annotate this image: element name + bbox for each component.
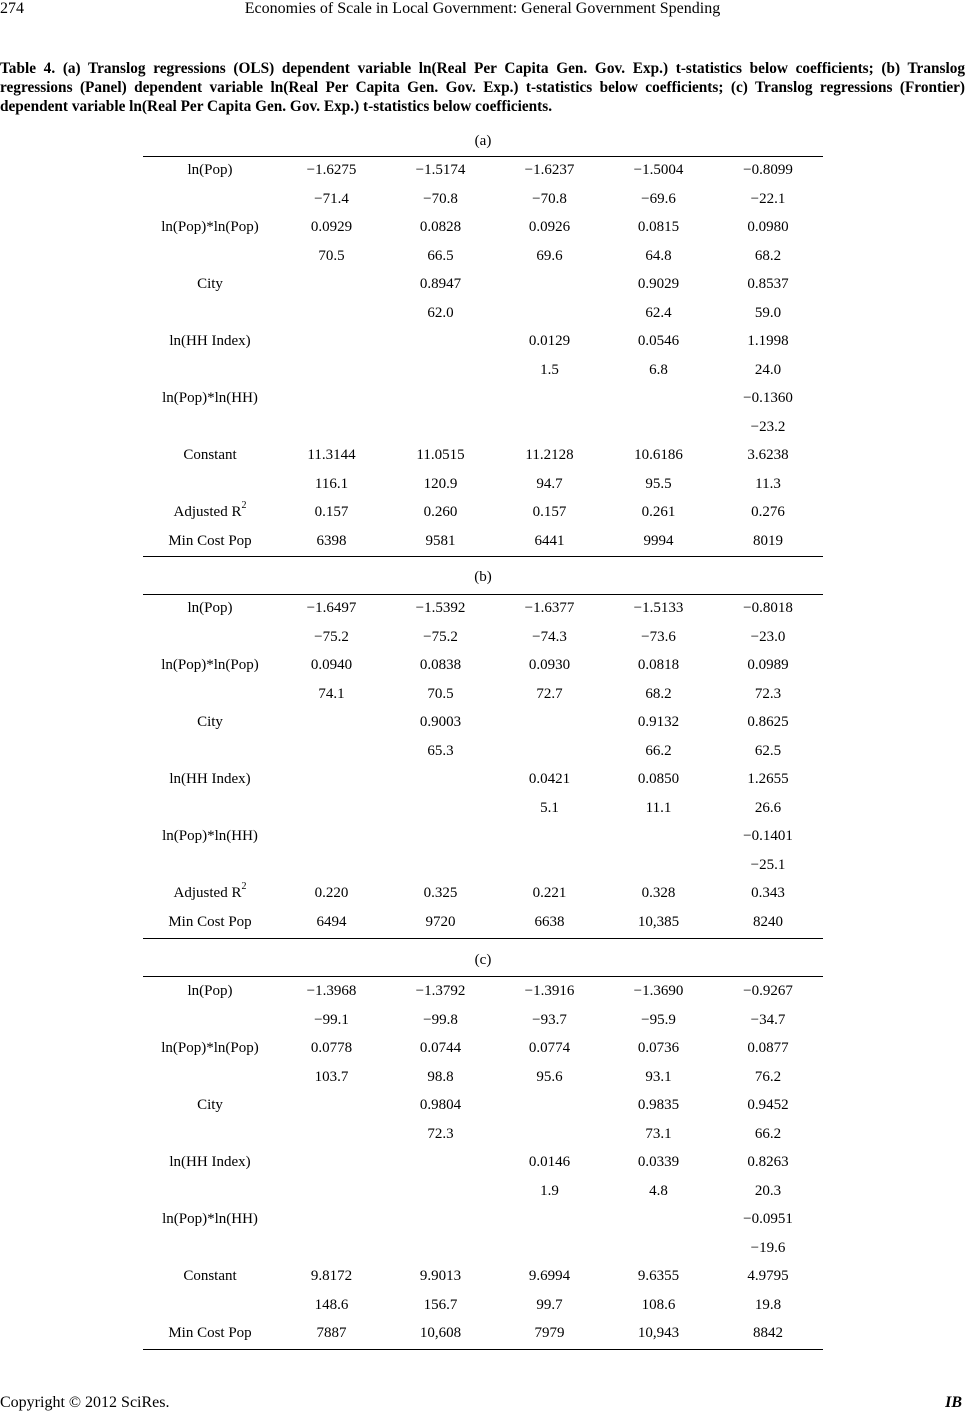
table-cell: 0.0818 [637, 657, 680, 673]
table-cell: 10,943 [637, 1325, 680, 1341]
table-cell: 72.7 [536, 685, 563, 702]
table-cell: 11.3 [755, 475, 781, 492]
table-row [143, 657, 823, 686]
row-label: Min Cost Pop [168, 913, 252, 930]
row-label: ln(HH Index) [169, 1154, 251, 1170]
table-row [143, 419, 823, 448]
table-cell: −99.8 [423, 1011, 458, 1028]
table-cell: 0.0940 [310, 657, 353, 673]
table-cell: 0.220 [314, 885, 349, 901]
table-cell: −95.9 [641, 1011, 676, 1028]
table-cell: 0.0989 [747, 657, 789, 673]
table-cell: 0.325 [423, 885, 458, 901]
row-label: City [197, 276, 223, 292]
table-cell: 3.6238 [747, 447, 789, 463]
table-rule [143, 594, 823, 595]
table-cell: 7887 [316, 1325, 347, 1341]
row-label: ln(Pop) [187, 983, 233, 999]
table-cell: −0.8018 [743, 600, 793, 616]
table-cell: 8842 [753, 1325, 783, 1341]
table-row [143, 162, 823, 191]
table-row [143, 305, 823, 334]
table-row [143, 983, 823, 1012]
table-row [143, 390, 823, 419]
table-cell: 99.7 [536, 1296, 563, 1313]
table-cell: 0.0744 [419, 1040, 462, 1056]
table-rule [143, 938, 823, 939]
table-cell: −1.5133 [633, 600, 684, 616]
table-cell: −75.2 [423, 628, 458, 645]
table-cell: 66.2 [645, 742, 672, 759]
table-row [143, 1040, 823, 1069]
table-cell: 9581 [425, 532, 456, 549]
table-cell: 0.0778 [310, 1040, 353, 1056]
table-cell: 9.6355 [637, 1268, 680, 1284]
table-cell: −1.6237 [524, 162, 575, 178]
table-row [143, 629, 823, 658]
table-cell: −1.6377 [524, 600, 575, 616]
table-cell: 0.343 [751, 885, 785, 901]
regression-table-c [143, 983, 823, 1354]
table-cell: 68.2 [645, 685, 672, 702]
table-cell: 11.1 [645, 799, 672, 816]
table-cell: 0.0339 [637, 1154, 680, 1170]
table-cell: −34.7 [750, 1011, 786, 1028]
table-row [143, 881, 823, 914]
table-cell: 66.2 [754, 1125, 782, 1142]
row-label: ln(Pop) [187, 600, 233, 616]
row-label: City [197, 1097, 223, 1113]
table-rule [143, 1349, 823, 1350]
table-cell: 0.0980 [747, 219, 789, 235]
table-cell: 1.5 [540, 361, 559, 378]
table-cell: 11.3144 [307, 447, 356, 463]
table-rule [143, 156, 823, 157]
table-cell: 156.7 [423, 1296, 458, 1313]
table-cell: 103.7 [314, 1068, 349, 1085]
table-row [143, 800, 823, 829]
table-cell: −99.1 [314, 1011, 349, 1028]
table-cell: 68.2 [754, 247, 782, 264]
table-row [143, 500, 823, 533]
table-row [143, 276, 823, 305]
table-cell: 9.9013 [419, 1268, 462, 1284]
table-cell: −1.6497 [306, 600, 357, 616]
table-cell: 93.1 [645, 1068, 672, 1085]
table-cell: 62.0 [427, 304, 454, 321]
table-cell: 69.6 [536, 247, 563, 264]
row-label: Constant [183, 1268, 237, 1284]
row-label: ln(Pop)*ln(Pop) [161, 657, 259, 673]
table-cell: −0.1360 [743, 390, 793, 406]
table-cell: 76.2 [754, 1068, 782, 1085]
table-cell: 6638 [534, 913, 565, 930]
table-cell: −1.3690 [633, 983, 684, 999]
table-cell: 0.0930 [528, 657, 571, 673]
table-cell: 10,608 [419, 1325, 462, 1341]
table-cell: 148.6 [314, 1296, 349, 1313]
row-label: City [197, 714, 223, 730]
table-cell: 19.8 [754, 1296, 782, 1313]
journal-abbrev: IB [945, 1394, 962, 1411]
table-cell: −1.3792 [415, 983, 466, 999]
table-cell: 0.0929 [310, 219, 353, 235]
table-cell: −75.2 [314, 628, 349, 645]
table-row [143, 828, 823, 857]
table-cell: 72.3 [427, 1125, 454, 1142]
section-label-b: (b) [474, 569, 492, 585]
table-cell: 0.9452 [747, 1097, 789, 1113]
regression-table-b [143, 600, 823, 942]
table-cell: 74.1 [318, 685, 345, 702]
table-cell: 20.3 [754, 1182, 782, 1199]
table-cell: 9.6994 [528, 1268, 571, 1284]
table-row [143, 1069, 823, 1098]
table-cell: −1.3916 [524, 983, 575, 999]
table-cell: −0.9267 [743, 983, 793, 999]
table-cell: 9994 [643, 532, 674, 549]
page-number: 274 [0, 0, 24, 17]
table-cell: 0.9132 [637, 714, 680, 730]
table-row [143, 1268, 823, 1297]
row-label: Constant [183, 447, 237, 463]
table-cell: 94.7 [536, 475, 563, 492]
table-cell: 0.0546 [637, 333, 680, 349]
table-cell: 0.260 [423, 504, 458, 520]
table-cell: 0.0828 [419, 219, 462, 235]
table-cell: 24.0 [754, 361, 782, 378]
table-cell: 8240 [753, 913, 783, 930]
row-label: ln(Pop)*ln(Pop) [161, 1040, 259, 1056]
table-cell: 0.8537 [747, 276, 789, 292]
table-cell: 6494 [316, 913, 347, 930]
table-cell: 0.0129 [528, 333, 571, 349]
table-row [143, 1211, 823, 1240]
table-cell: 0.9029 [637, 276, 680, 292]
table-cell: 0.9003 [419, 714, 462, 730]
table-cell: 72.3 [754, 685, 782, 702]
table-rule [143, 976, 823, 977]
table-cell: 1.2655 [747, 771, 789, 787]
table-cell: 65.3 [427, 742, 454, 759]
table-cell: 5.1 [540, 799, 559, 816]
regression-table-a [143, 162, 823, 561]
table-row [143, 771, 823, 800]
table-cell: 10,385 [637, 913, 680, 930]
table-cell: −70.8 [423, 190, 458, 207]
table-cell: 9.8172 [310, 1268, 353, 1284]
table-cell: 0.0146 [528, 1154, 571, 1170]
table-cell: 11.2128 [525, 447, 574, 463]
table-cell: 10.6186 [634, 447, 683, 463]
row-label: ln(Pop)*ln(HH) [162, 390, 258, 406]
table-cell: 0.9835 [637, 1097, 680, 1113]
table-cell: 0.0774 [528, 1040, 571, 1056]
table-cell: 73.1 [645, 1125, 672, 1142]
table-cell: −0.8099 [743, 162, 793, 178]
table-cell: −23.0 [750, 628, 786, 645]
table-row [143, 1240, 823, 1269]
table-cell: 98.8 [427, 1068, 454, 1085]
table-cell: 7979 [534, 1325, 565, 1341]
table-cell: 116.1 [314, 475, 349, 492]
table-cell: −1.5174 [415, 162, 466, 178]
table-cell: −0.1401 [743, 828, 793, 844]
table-cell: 0.0926 [528, 219, 571, 235]
table-cell: 64.8 [645, 247, 672, 264]
table-row [143, 743, 823, 772]
table-row [143, 1154, 823, 1183]
superscript: 2 [241, 500, 247, 511]
table-cell: −1.3968 [306, 983, 357, 999]
table-row [143, 219, 823, 248]
table-cell: 0.0815 [637, 219, 680, 235]
table-cell: 95.5 [645, 475, 672, 492]
row-label: Adjusted $R^2$ [173, 500, 247, 520]
table-cell: 59.0 [754, 304, 782, 321]
table-row [143, 600, 823, 629]
table-row [143, 1297, 823, 1326]
table-cell: 0.0736 [637, 1040, 680, 1056]
superscript: 2 [241, 881, 247, 892]
table-cell: 70.5 [318, 247, 345, 264]
table-cell: 66.5 [427, 247, 454, 264]
page-header [0, 0, 965, 22]
table-cell: 0.261 [641, 504, 676, 520]
table-cell: 4.9795 [747, 1268, 789, 1284]
row-label: ln(HH Index) [169, 771, 251, 787]
table-cell: 0.0421 [528, 771, 571, 787]
row-label: ln(Pop)*ln(HH) [162, 828, 258, 844]
table-cell: 1.1998 [747, 333, 789, 349]
table-cell: −23.2 [750, 418, 786, 435]
section-label-c: (c) [474, 952, 492, 968]
row-label: Adjusted $R^2$ [173, 881, 247, 901]
table-row [143, 362, 823, 391]
table-row [143, 248, 823, 277]
table-cell: −0.0951 [743, 1211, 793, 1227]
table-row [143, 191, 823, 220]
table-row [143, 1183, 823, 1212]
table-cell: 0.8625 [747, 714, 789, 730]
table-cell: 0.0850 [637, 771, 680, 787]
table-cell: −71.4 [314, 190, 349, 207]
table-cell: −25.1 [750, 856, 786, 873]
table-cell: −1.6275 [306, 162, 357, 178]
table-cell: 108.6 [641, 1296, 676, 1313]
table-row [143, 1126, 823, 1155]
table-cell: −19.6 [750, 1239, 786, 1256]
table-row [143, 714, 823, 743]
table-cell: −1.5004 [633, 162, 684, 178]
table-cell: −22.1 [750, 190, 786, 207]
table-cell: 8019 [753, 532, 783, 549]
table-cell: −73.6 [641, 628, 676, 645]
table-caption: Table 4. (a) Translog regressions (OLS) dependent variable ln(Real Per Capita Gen. Gov. Exp.) t-statistics below coefficients; (b) Translog regressions (Panel) dependent variable ln(Real Per Capita Gen. Gov. Exp.) t-statistics below coefficients; (c) Translog regressions (Frontier) dependent variable ln(Real Per Capita Gen. Gov. Exp.) t-statistics below coefficients. [0, 60, 965, 115]
table-cell: 62.5 [754, 742, 782, 759]
table-cell: 0.8947 [419, 276, 462, 292]
running-title: Economies of Scale in Local Government: General Government Spending [244, 0, 721, 17]
table-cell: 0.9804 [419, 1097, 462, 1113]
row-label: Min Cost Pop [168, 1325, 252, 1341]
table-row [143, 333, 823, 362]
copyright-notice: Copyright © 2012 SciRes. [0, 1394, 170, 1411]
row-label: ln(Pop) [187, 162, 233, 178]
row-label: Min Cost Pop [168, 532, 252, 549]
table-cell: −93.7 [532, 1011, 567, 1028]
table-cell: 120.9 [423, 475, 458, 492]
table-cell: 0.276 [751, 504, 785, 520]
row-label: ln(Pop)*ln(Pop) [161, 219, 259, 235]
table-cell: 70.5 [427, 685, 454, 702]
table-row [143, 1012, 823, 1041]
table-cell: 0.328 [641, 885, 676, 901]
row-label: ln(HH Index) [169, 333, 251, 349]
table-cell: −74.3 [532, 628, 567, 645]
table-cell: 26.6 [754, 799, 782, 816]
section-label-a: (a) [474, 133, 492, 149]
table-cell: 0.0877 [747, 1040, 789, 1056]
table-cell: 6398 [316, 532, 347, 549]
table-cell: 62.4 [645, 304, 672, 321]
table-cell: −70.8 [532, 190, 567, 207]
table-row [143, 686, 823, 715]
table-cell: 95.6 [536, 1068, 563, 1085]
table-cell: 1.9 [540, 1182, 559, 1199]
table-cell: 4.8 [649, 1182, 668, 1199]
table-cell: 0.157 [314, 504, 349, 520]
table-row [143, 447, 823, 476]
table-cell: −1.5392 [415, 600, 466, 616]
table-cell: −69.6 [641, 190, 676, 207]
table-cell: 0.157 [532, 504, 567, 520]
table-rule [143, 556, 823, 557]
table-cell: 6441 [534, 532, 565, 549]
table-cell: 11.0515 [416, 447, 465, 463]
table-cell: 0.8263 [747, 1154, 789, 1170]
table-row [143, 1097, 823, 1126]
row-label: ln(Pop)*ln(HH) [162, 1211, 258, 1227]
table-cell: 0.221 [532, 885, 567, 901]
table-cell: 6.8 [649, 361, 668, 378]
table-cell: 9720 [425, 913, 456, 930]
table-cell: 0.0838 [419, 657, 462, 673]
